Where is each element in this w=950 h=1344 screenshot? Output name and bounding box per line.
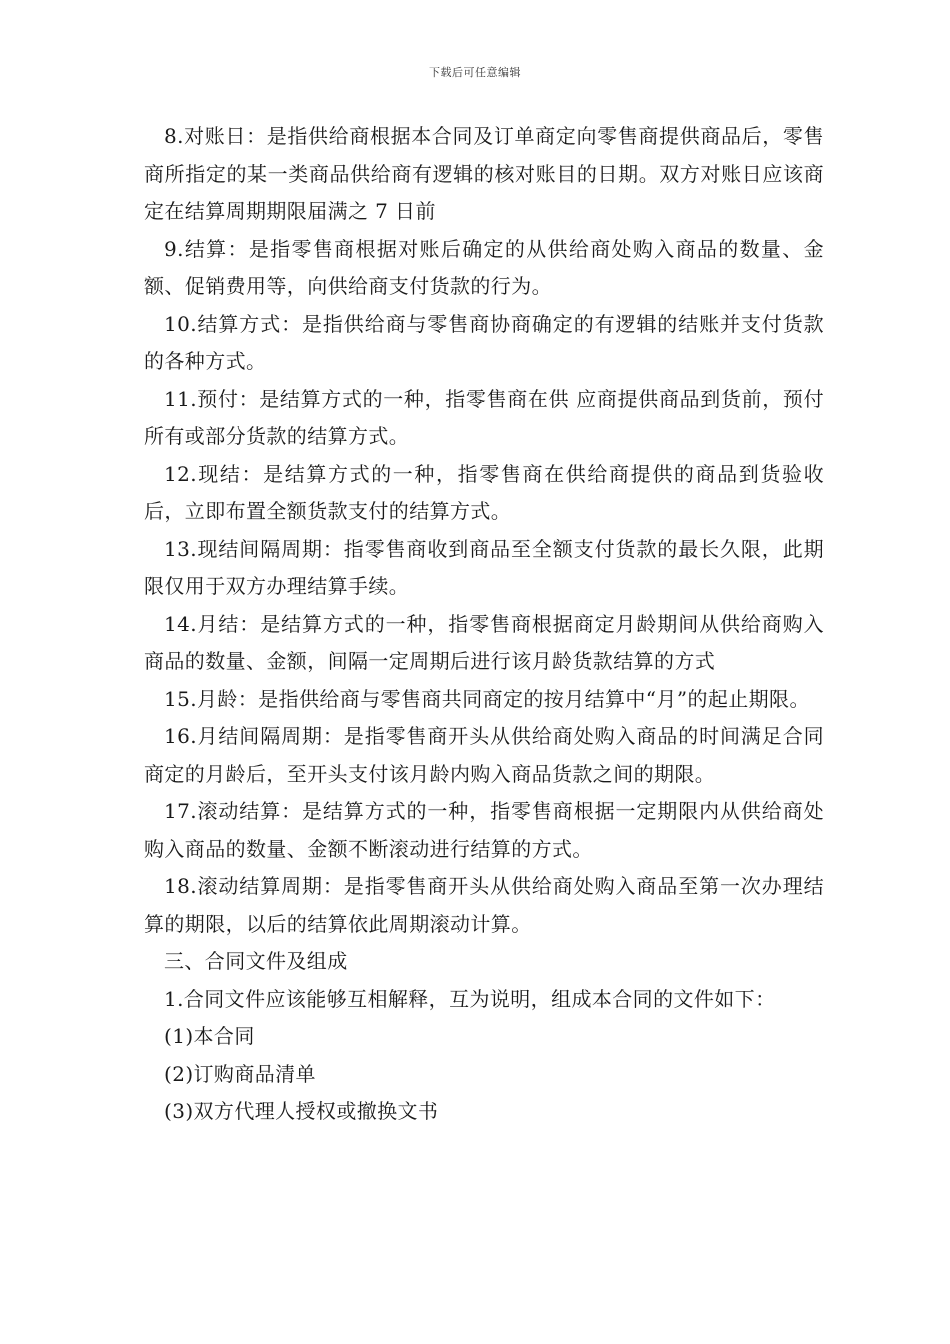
paragraph-definition-15: 15.月龄：是指供给商与零售商共同商定的按月结算中“月”的起止期限。 bbox=[164, 686, 810, 711]
list-item: (1)本合同 bbox=[164, 1024, 255, 1048]
paragraph-definition-8: 8.对账日：是指供给商根据本合同及订单商定向零售商提供商品后，零售商所指定的某一类商品供给商有逻辑的核对账目的日期。双方对账日应该商定在结算周期期限届满之 7 日前 bbox=[144, 124, 824, 223]
paragraph-contract-documents: 1.合同文件应该能够互相解释，互为说明，组成本合同的文件如下： bbox=[164, 986, 776, 1011]
document-body bbox=[144, 118, 824, 1131]
paragraph-definition-17: 17.滚动结算：是结算方式的一种，指零售商根据一定期限内从供给商处购入商品的数量、金额不断滚动进行结算的方式。 bbox=[144, 799, 824, 861]
paragraph-definition-11: 11.预付：是结算方式的一种，指零售商在供 应商提供商品到货前，预付所有或部分货款的结算方式。 bbox=[144, 386, 824, 448]
paragraph-definition-13: 13.现结间隔周期：指零售商收到商品至全额支付货款的最长久限，此期限仅用于双方办理结算手续。 bbox=[144, 536, 824, 598]
page-header: 下载后可任意编辑 bbox=[429, 66, 521, 79]
section-heading: 三、合同文件及组成 bbox=[164, 949, 348, 973]
paragraph-definition-16: 16.月结间隔周期：是指零售商开头从供给商处购入商品的时间满足合同商定的月龄后，至开头支付该月龄内购入商品货款之间的期限。 bbox=[144, 724, 824, 786]
paragraph-definition-12: 12.现结：是结算方式的一种，指零售商在供给商提供的商品到货验收后，立即布置全额货款支付的结算方式。 bbox=[144, 461, 824, 523]
list-item: (2)订购商品清单 bbox=[164, 1061, 316, 1086]
paragraph-definition-18: 18.滚动结算周期：是指零售商开头从供给商处购入商品至第一次办理结算的期限，以后的结算依此周期滚动计算。 bbox=[144, 874, 824, 936]
paragraph-definition-9: 9.结算：是指零售商根据对账后确定的从供给商处购入商品的数量、金额、促销费用等，向供给商支付货款的行为。 bbox=[144, 236, 824, 298]
paragraph-definition-14: 14.月结：是结算方式的一种，指零售商根据商定月龄期间从供给商购入商品的数量、金额，间隔一定周期后进行该月龄货款结算的方式 bbox=[144, 611, 824, 673]
paragraph-definition-10: 10.结算方式：是指供给商与零售商协商确定的有逻辑的结账并支付货款的各种方式。 bbox=[144, 311, 824, 373]
list-item: (3)双方代理人授权或撤换文书 bbox=[164, 1099, 439, 1123]
